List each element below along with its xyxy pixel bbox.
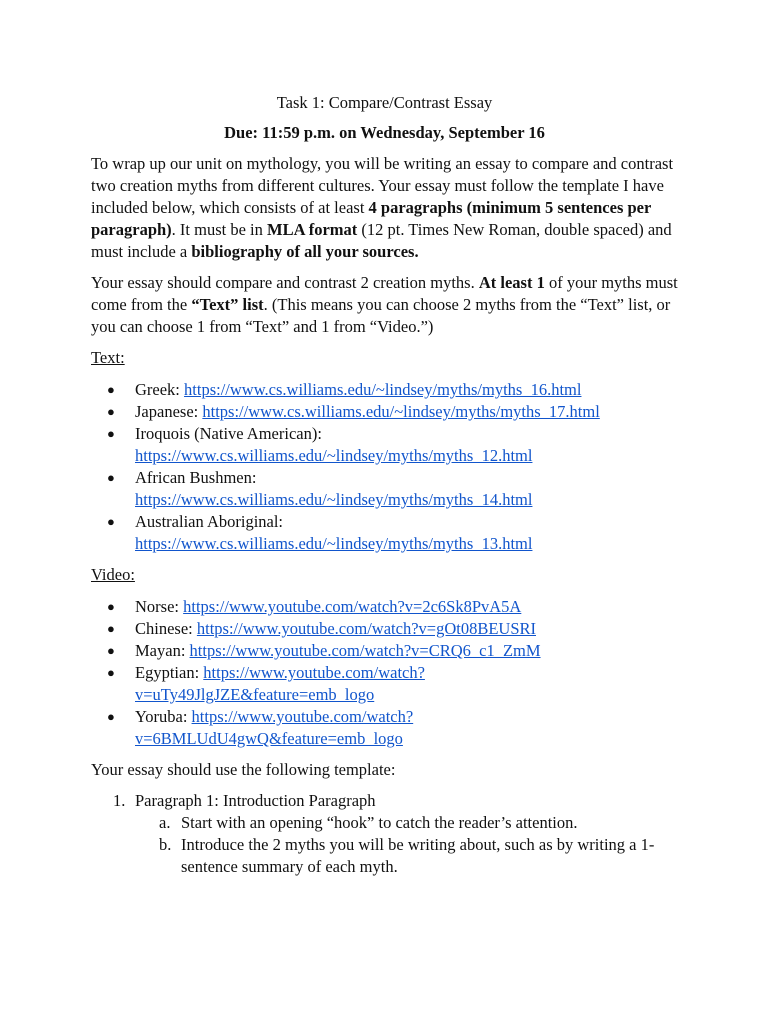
- link-part-2: v=6BMLUdU4gwQ&feature=emb_logo: [135, 729, 403, 748]
- compare-text-2: of your myths must come from the: [91, 273, 678, 314]
- template-item-paragraph-1: [113, 790, 678, 878]
- video-section-heading: Video:: [91, 565, 135, 584]
- list-item-mayan: [135, 640, 678, 662]
- myth-link-african-bushmen[interactable]: https://www.cs.williams.edu/~lindsey/myths/myths_14.html: [135, 490, 533, 509]
- myth-link-iroquois[interactable]: https://www.cs.williams.edu/~lindsey/myths/myths_12.html: [135, 446, 533, 465]
- list-item-japanese: [135, 401, 678, 423]
- sub-item-letter: b.: [159, 835, 172, 854]
- compare-paragraph: [91, 272, 678, 338]
- link-part-2: v=uTy49JlgJZE&feature=emb_logo: [135, 685, 375, 704]
- sub-list: [135, 812, 678, 878]
- myth-label: Australian Aboriginal:: [135, 512, 284, 531]
- intro-paragraph: [91, 153, 678, 263]
- intro-bold-bibliography: bibliography of all your sources.: [191, 242, 419, 261]
- sub-item-text: Start with an opening “hook” to catch the reader’s attention.: [181, 813, 578, 832]
- myth-link-chinese[interactable]: https://www.youtube.com/watch?v=gOt08BEUSRI: [196, 619, 536, 638]
- list-item-iroquois: [135, 423, 678, 467]
- intro-text-2: . It must be in: [171, 220, 267, 239]
- sub-item-hook: [159, 812, 678, 834]
- myth-link-norse[interactable]: https://www.youtube.com/watch?v=2c6Sk8PvA5A: [183, 597, 522, 616]
- page-title: Task 1: Compare/Contrast Essay: [276, 93, 493, 112]
- compare-text-3: . (This means you can choose 2 myths from the “Text” list, or you can choose 1 from “Text” and 1 from “Video.”): [91, 295, 671, 336]
- intro-bold-mla: MLA format: [267, 220, 358, 239]
- compare-text-1: Your essay should compare and contrast 2 creation myths.: [91, 273, 479, 292]
- intro-text-1: To wrap up our unit on mythology, you will be writing an essay to compare and contrast two creation myths from different cultures. Your essay must follow the template I have included below, which consists of at least: [91, 154, 674, 217]
- myth-label: Chinese:: [135, 619, 197, 638]
- myth-label: Mayan:: [135, 641, 190, 660]
- due-date: Due: 11:59 p.m. on Wednesday, September 16: [224, 123, 545, 142]
- text-myth-list: [91, 379, 678, 555]
- myth-link-greek[interactable]: https://www.cs.williams.edu/~lindsey/myths/myths_16.html: [184, 380, 582, 399]
- myth-label: Norse:: [135, 597, 184, 616]
- list-item-norse: [135, 596, 678, 618]
- sub-item-introduce-myths: [159, 834, 678, 878]
- myth-label: Iroquois (Native American):: [135, 424, 322, 443]
- template-intro: Your essay should use the following template:: [91, 760, 396, 779]
- sub-item-text: Introduce the 2 myths you will be writing about, such as by writing a 1-sentence summary of each myth.: [181, 835, 655, 876]
- myth-link-australian-aboriginal[interactable]: https://www.cs.williams.edu/~lindsey/myths/myths_13.html: [135, 534, 533, 553]
- myth-label: Yoruba:: [135, 707, 192, 726]
- video-myth-list: [91, 596, 678, 750]
- item-label: Paragraph 1: Introduction Paragraph: [135, 791, 376, 810]
- sub-item-letter: a.: [159, 813, 171, 832]
- myth-label: African Bushmen:: [135, 468, 257, 487]
- list-item-african-bushmen: [135, 467, 678, 511]
- item-number: 1.: [113, 791, 126, 810]
- template-list: [91, 790, 678, 878]
- link-part-1: https://www.youtube.com/watch?: [203, 663, 425, 682]
- list-item-egyptian: [135, 662, 678, 706]
- myth-link-japanese[interactable]: https://www.cs.williams.edu/~lindsey/myths/myths_17.html: [202, 402, 600, 421]
- myth-label: Japanese:: [135, 402, 203, 421]
- list-item-australian-aboriginal: [135, 511, 678, 555]
- intro-bold-paragraphs: 4 paragraphs (minimum 5 sentences per paragraph): [91, 198, 652, 239]
- myth-link-mayan[interactable]: https://www.youtube.com/watch?v=CRQ6_c1_ZmM: [189, 641, 541, 660]
- intro-text-3: (12 pt. Times New Roman, double spaced) and must include a: [91, 220, 672, 261]
- list-item-greek: [135, 379, 678, 401]
- list-item-chinese: [135, 618, 678, 640]
- list-item-yoruba: [135, 706, 678, 750]
- compare-bold-text-list: “Text” list: [191, 295, 264, 314]
- myth-label: Egyptian:: [135, 663, 204, 682]
- compare-bold-at-least: At least 1: [478, 273, 545, 292]
- text-section-heading: Text:: [91, 348, 125, 367]
- link-part-1: https://www.youtube.com/watch?: [191, 707, 414, 726]
- myth-label: Greek:: [135, 380, 185, 399]
